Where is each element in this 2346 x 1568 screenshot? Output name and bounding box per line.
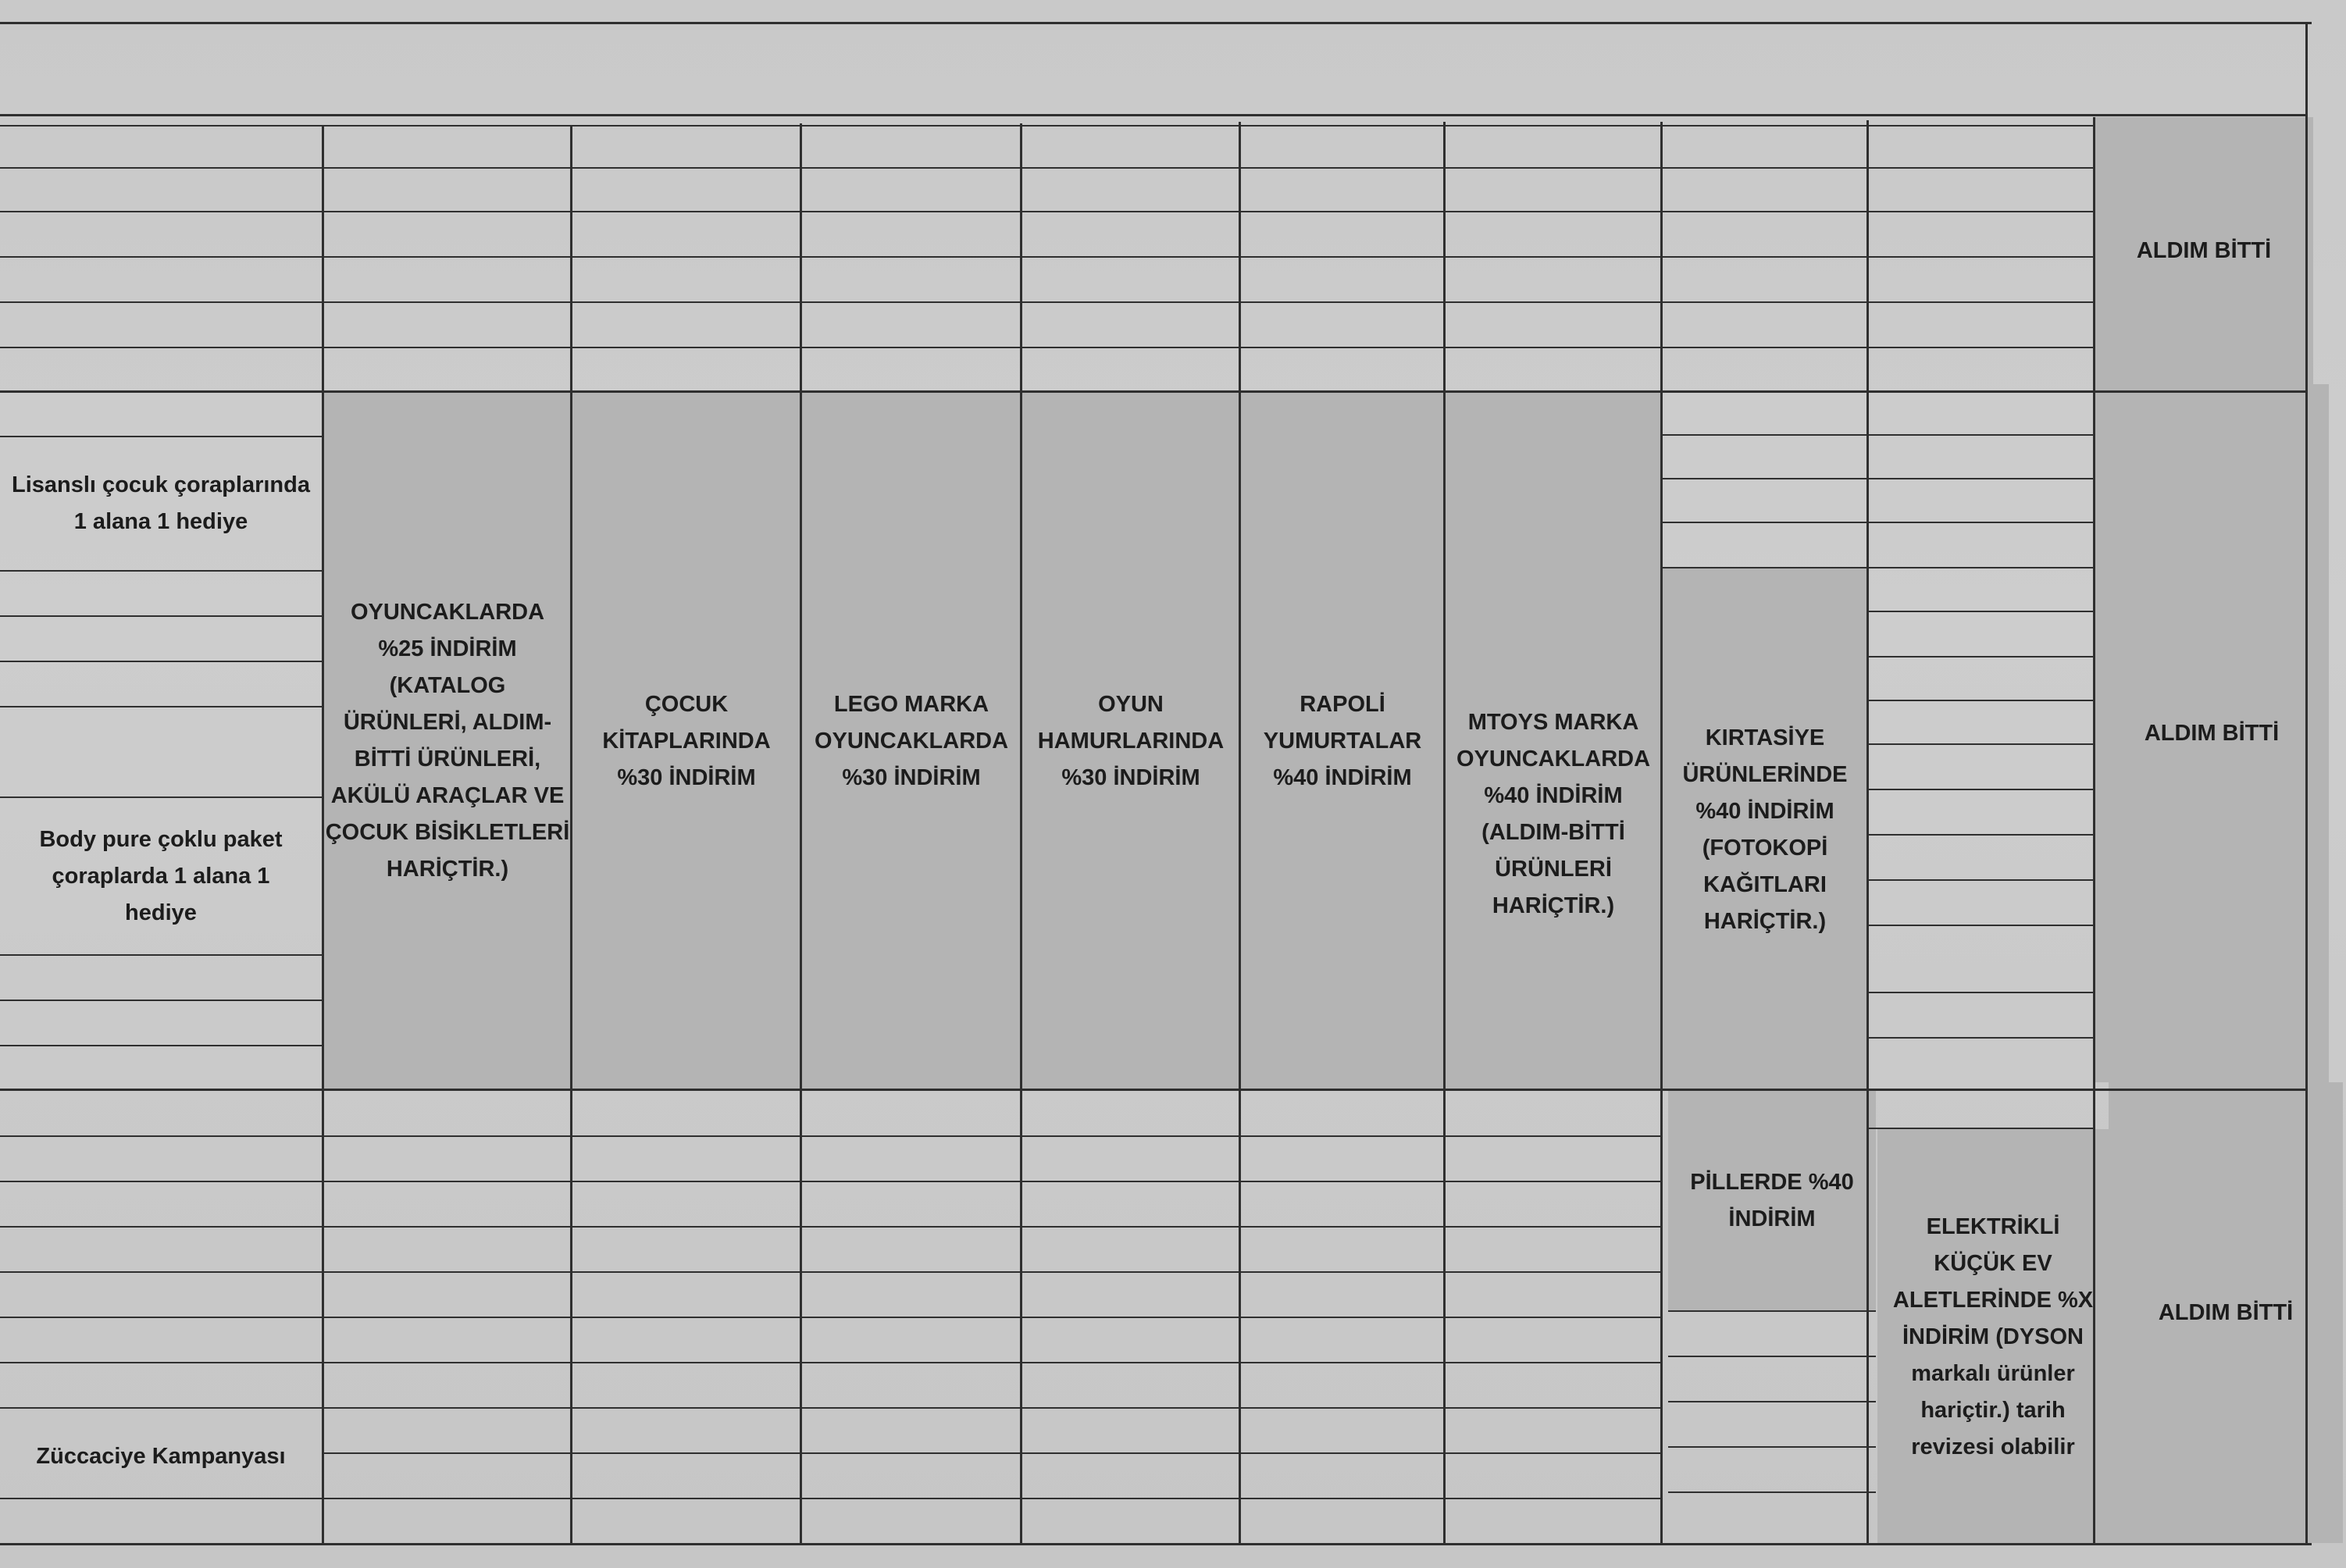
row-line <box>1868 992 2093 993</box>
row-line <box>1868 611 2093 612</box>
row-line <box>1868 879 2093 881</box>
zuccaciye-campaign: Züccaciye Kampanyası <box>36 1443 286 1469</box>
row-line <box>1668 1356 1876 1357</box>
pil-campaign: PİLLERDE %40 İNDİRİM <box>1690 1170 1854 1231</box>
row-line <box>0 1271 1662 1273</box>
row-line <box>1868 1128 2095 1129</box>
oyuncak-campaign: OYUNCAKLARDA %25 İNDİRİM (KATALOG ÜRÜNLERİ, ALDIM- BİTTİ ÜRÜNLERİ, AKÜLÜ ARAÇLAR VE ÇOCUK BİSİKLETLERİ HARİÇTİR.) <box>325 600 570 882</box>
row-line <box>1662 567 2093 568</box>
aldim-bitti-middle: ALDIM BİTTİ <box>2144 720 2280 746</box>
row-line <box>0 1362 1662 1363</box>
lisansli-corap-campaign: Lisanslı çocuk çoraplarında 1 alana 1 hediye <box>12 472 310 534</box>
frame-bottom <box>0 1543 2312 1545</box>
row-line <box>1868 743 2093 745</box>
elektrikli-campaign: ELEKTRİKLİ KÜÇÜK EV ALETLERİNDE %X İNDİRİM (DYSON markalı ürünler hariçtir.) tarih revizesi olabilir <box>1892 1213 2094 1459</box>
header-divider <box>0 114 2308 116</box>
row-line <box>0 1181 1662 1182</box>
row-line <box>0 347 2093 348</box>
row-line <box>1662 522 2093 523</box>
row-line <box>0 167 2093 169</box>
row-line <box>0 1045 323 1046</box>
row-line <box>0 1226 1662 1228</box>
body-pure-corap-campaign: Body pure çoklu paket çoraplarda 1 alana 1 hediye <box>39 826 283 925</box>
mtoys-campaign: MTOYS MARKA OYUNCAKLARDA %40 İNDİRİM (ALDIM-BİTTİ ÜRÜNLERİ HARİÇTİR.) <box>1456 710 1651 918</box>
row-line <box>1868 1037 2093 1039</box>
row-line <box>1868 925 2093 926</box>
aldim-bitti-top: ALDIM BİTTİ <box>2136 237 2272 263</box>
row-line <box>323 1452 1662 1454</box>
row-line <box>1868 700 2093 701</box>
row-line <box>1668 1310 1876 1312</box>
row-line <box>0 1407 1662 1409</box>
row-line <box>0 256 2093 258</box>
row-line <box>1868 656 2093 657</box>
row-line <box>0 570 323 572</box>
row-line <box>0 301 2093 303</box>
row-line <box>1868 834 2093 836</box>
row-line <box>0 706 323 707</box>
cocuk-kitap-campaign: ÇOCUK KİTAPLARINDA %30 İNDİRİM <box>602 691 771 790</box>
kirtasiye-campaign: KIRTASİYE ÜRÜNLERİNDE %40 İNDİRİM (FOTOKOPİ KAĞITLARI HARİÇTİR.) <box>1682 725 1848 934</box>
frame-top <box>0 22 2312 24</box>
row-line <box>0 1135 1662 1137</box>
row-line <box>0 615 323 617</box>
row-line <box>0 211 2093 212</box>
aldim-bitti-bottom: ALDIM BİTTİ <box>2158 1299 2294 1325</box>
row-line <box>0 1000 323 1001</box>
oyun-hamur-campaign: OYUN HAMURLARINDA %30 İNDİRİM <box>1037 691 1225 790</box>
row-line <box>1868 789 2093 790</box>
row-line <box>1662 434 2093 436</box>
row-line <box>1668 1491 1876 1493</box>
row-line <box>0 954 323 956</box>
row-line <box>1668 1401 1876 1402</box>
row-line <box>1668 1446 1876 1448</box>
row-line <box>1662 478 2093 479</box>
row-line <box>0 661 323 662</box>
row-line <box>0 1317 1662 1318</box>
row-line <box>0 125 2093 127</box>
lego-campaign: LEGO MARKA OYUNCAKLARDA %30 İNDİRİM <box>814 691 1009 790</box>
rapoli-campaign: RAPOLİ YUMURTALAR %40 İNDİRİM <box>1263 691 1422 790</box>
